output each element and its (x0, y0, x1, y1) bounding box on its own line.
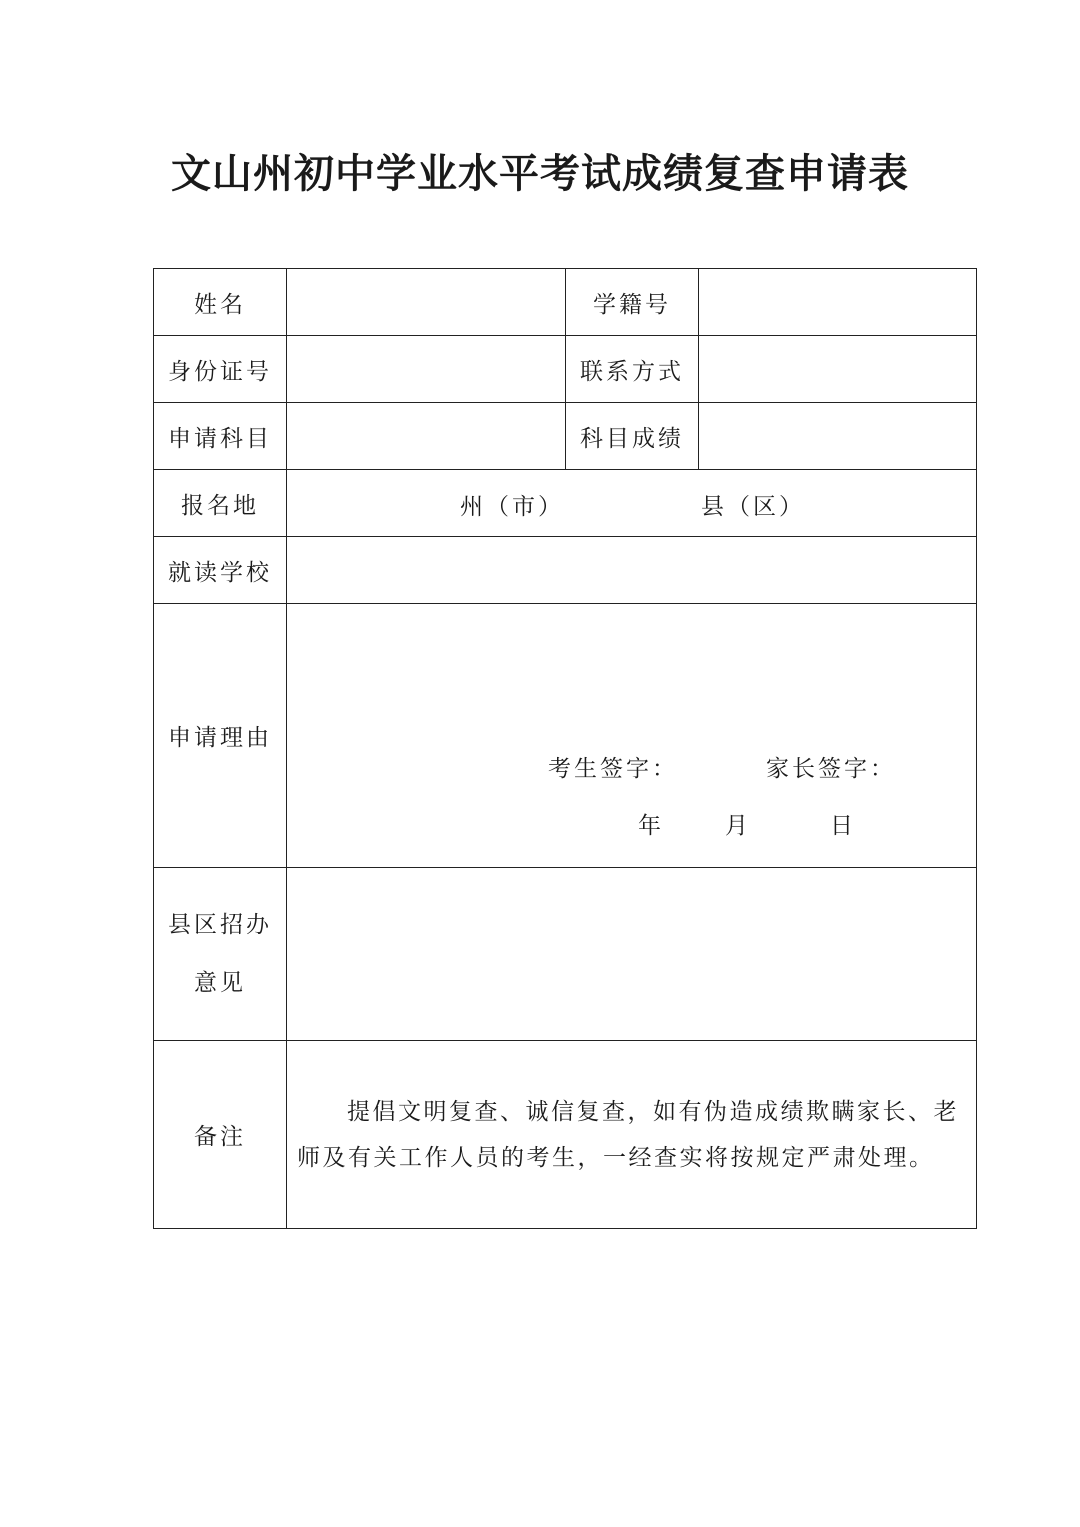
student-id-field[interactable] (699, 269, 977, 336)
id-card-field[interactable] (287, 336, 566, 403)
contact-field[interactable] (699, 336, 977, 403)
subject-label: 申请科目 (154, 403, 287, 470)
county-opinion-label-line2: 意见 (194, 970, 246, 996)
form-row-remarks (154, 1041, 977, 1229)
form-row-school (154, 537, 977, 604)
form-row-name (154, 269, 977, 336)
school-field[interactable] (287, 537, 977, 604)
form-row-county-opinion (154, 868, 977, 1041)
county-opinion-label (154, 868, 287, 1041)
score-label: 科目成绩 (566, 403, 699, 470)
score-field[interactable] (699, 403, 977, 470)
county-opinion-label-line1: 县区招办 (168, 912, 272, 938)
id-card-label: 身份证号 (154, 336, 287, 403)
signature-line (287, 750, 976, 780)
register-place-field[interactable] (287, 470, 977, 537)
county-opinion-field[interactable] (287, 868, 977, 1041)
prefecture-text: 州（市） (460, 494, 564, 520)
county-text: 县（区） (701, 494, 805, 520)
date-line (287, 807, 976, 837)
name-label: 姓名 (154, 269, 287, 336)
school-label: 就读学校 (154, 537, 287, 604)
register-place-label: 报名地 (154, 470, 287, 537)
month-label: 月 (725, 813, 751, 839)
form-row-reason (154, 604, 977, 868)
remarks-label: 备注 (154, 1041, 287, 1229)
subject-field[interactable] (287, 403, 566, 470)
application-form (153, 268, 977, 1229)
contact-label: 联系方式 (566, 336, 699, 403)
parent-signature-label: 家长签字： (766, 756, 896, 782)
reason-label: 申请理由 (154, 604, 287, 868)
form-row-id (154, 336, 977, 403)
day-label: 日 (830, 813, 856, 839)
reason-field[interactable] (287, 604, 977, 868)
name-field[interactable] (287, 269, 566, 336)
remarks-text: 提倡文明复查、诚信复查，如有伪造成绩欺瞒家长、老师及有关工作人员的考生，一经查实将按规定严肃处理。 (287, 1041, 977, 1229)
year-label: 年 (638, 813, 664, 839)
student-signature-label: 考生签字： (548, 756, 678, 782)
form-row-subject (154, 403, 977, 470)
form-row-register-place (154, 470, 977, 537)
page-title: 文山州初中学业水平考试成绩复查申请表 (171, 150, 909, 197)
student-id-label: 学籍号 (566, 269, 699, 336)
